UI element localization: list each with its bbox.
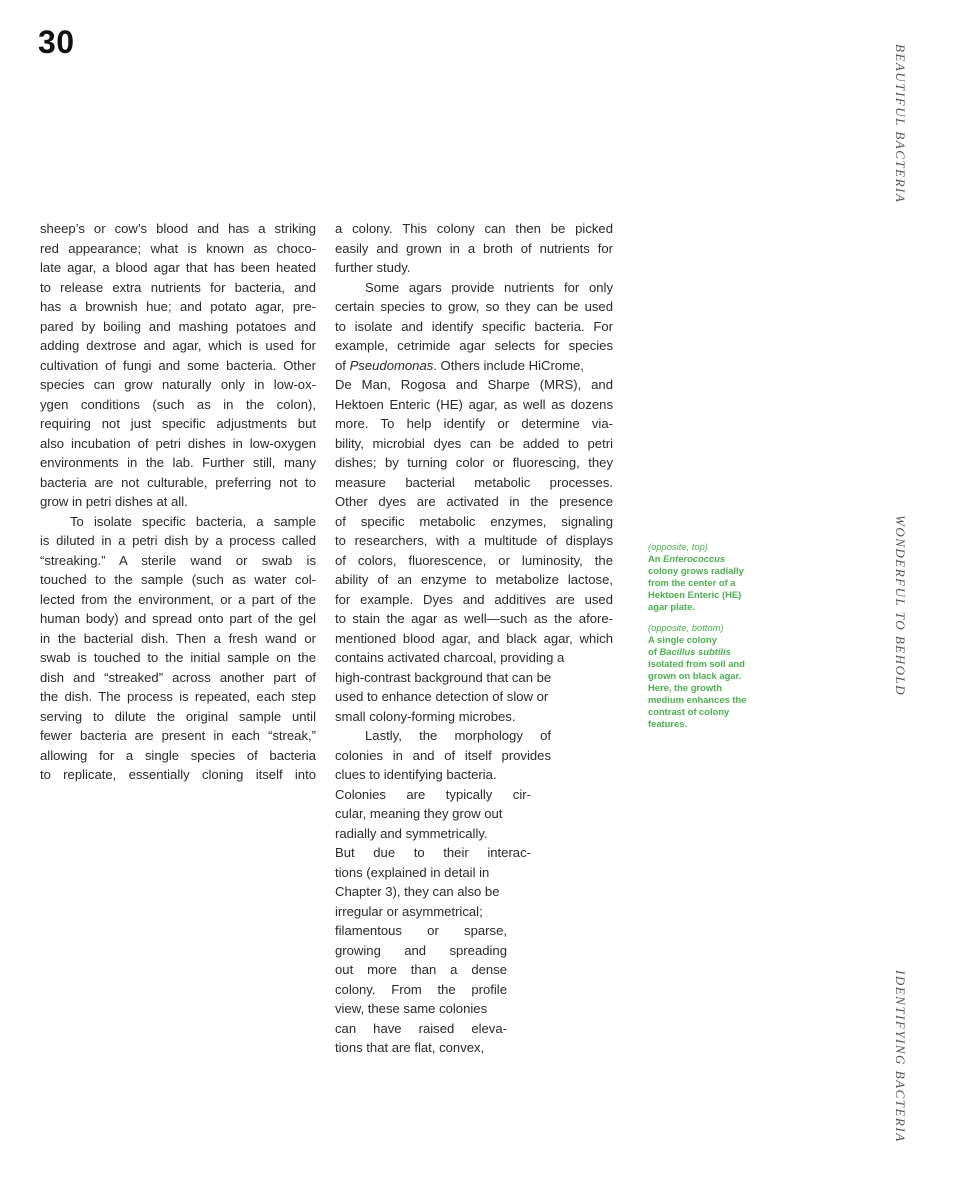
- text-line: cultivation of fungi and some bacteria. Other: [40, 357, 316, 373]
- text-fragment: . Others include HiCrome,: [433, 357, 584, 373]
- text-line: fewer bacteria are present in each “streak,”: [40, 728, 316, 743]
- text-line: used to enhance detection of slow or: [335, 689, 549, 704]
- caption-text-top: [648, 553, 768, 613]
- text-line: bility, microbial dyes can be added to petri: [335, 435, 613, 451]
- running-header-book-title: BEAUTIFUL BACTERIA: [893, 44, 908, 204]
- caption-line: of: [648, 646, 657, 658]
- text-line: colony. From the profile: [335, 981, 507, 997]
- text-line: colonies in and of itself provides: [335, 747, 551, 763]
- text-line: allowing for a single species of bacteria: [40, 747, 316, 763]
- text-line: to isolate and identify specific bacteria. For: [335, 318, 613, 334]
- text-line: view, these same colonies: [335, 1001, 488, 1016]
- text-line: certain species to grow, so they can be used: [335, 299, 613, 314]
- text-line: clues to identifying bacteria.: [335, 767, 497, 782]
- text-line: touched to the sample (such as water col-: [40, 572, 316, 587]
- text-line: De Man, Rogosa and Sharpe (MRS), and: [335, 377, 613, 392]
- body-text-middle-column: [335, 219, 613, 1058]
- text-line: tions that are flat, convex,: [335, 1040, 485, 1055]
- text-line: more. To help identify or determine via-: [335, 416, 613, 431]
- text-line: Some agars provide nutrients for only: [365, 279, 613, 295]
- text-line: tions (explained in detail in: [335, 864, 490, 880]
- body-text-left-column: [40, 219, 316, 785]
- text-line: contains activated charcoal, providing a: [335, 650, 565, 665]
- caption-line: A single colony: [648, 634, 717, 646]
- text-line: out more than a dense: [335, 962, 507, 977]
- text-line: But due to their interac-: [335, 845, 531, 860]
- species-name-pseudomonas: Pseudomonas: [349, 357, 434, 373]
- text-line: Other dyes are activated in the presence: [335, 494, 613, 509]
- caption-line: Hektoen Enteric (HE): [648, 588, 742, 600]
- text-line: is diluted in a petri dish by a process called: [40, 533, 316, 548]
- caption-text-bottom: [648, 634, 768, 729]
- caption-line: An: [648, 552, 661, 564]
- species-name-bacillus-subtilis: Bacillus subtilis: [659, 646, 731, 658]
- text-line: human body) and spread onto part of the gel: [40, 611, 316, 626]
- text-line: red appearance; what is known as choco-: [40, 240, 316, 256]
- text-line: small colony-forming microbes.: [335, 708, 516, 724]
- text-line: measure bacterial metabolic processes.: [335, 474, 613, 490]
- caption-line: colony grows radially: [648, 564, 744, 576]
- text-line: To isolate specific bacteria, a sample: [70, 513, 316, 529]
- text-line: irregular or asymmetrical;: [335, 903, 483, 919]
- text-line: ygen conditions (such as in the colon),: [40, 396, 316, 412]
- text-line: dishes; by turning color or fluorescing, they: [335, 455, 613, 470]
- text-line: cular, meaning they grow out: [335, 806, 503, 821]
- text-line: a colony. This colony can then be picked: [335, 221, 613, 236]
- text-line: dish and “streaked” across another part of: [40, 669, 316, 685]
- caption-line: Here, the growth: [648, 681, 722, 693]
- text-fragment: of: [335, 357, 346, 373]
- text-line: late agar, a blood agar that has been heated: [40, 260, 316, 275]
- page-number: 30: [38, 24, 75, 60]
- photo-captions: [648, 541, 768, 730]
- text-line: radially and symmetrically.: [335, 825, 488, 841]
- caption-line: from the center of a: [648, 576, 736, 588]
- text-line: adding dextrose and agar, which is used for: [40, 338, 316, 353]
- text-line: to replicate, essentially cloning itself into: [40, 767, 316, 782]
- caption-line: features.: [648, 717, 688, 729]
- text-line: Chapter 3), they can also be: [335, 884, 500, 899]
- text-line: further study.: [335, 260, 411, 275]
- text-line: has a brownish hue; and potato agar, pre-: [40, 299, 316, 314]
- caption-label-top: (opposite, top): [648, 541, 708, 552]
- text-line: mentioned blood agar, and black agar, which: [335, 630, 613, 646]
- text-line: easily and grown in a broth of nutrients for: [335, 240, 613, 256]
- text-line: Lastly, the morphology of: [365, 728, 551, 743]
- caption-line: isolated from soil and: [648, 658, 745, 670]
- text-line: to release extra nutrients for bacteria, and: [40, 279, 316, 295]
- text-line: for example. Dyes and additives are used: [335, 591, 613, 607]
- text-line: can have raised eleva-: [335, 1020, 507, 1036]
- text-line: high-contrast background that can be: [335, 669, 552, 685]
- caption-line: medium enhances the: [648, 693, 747, 705]
- text-line: of specific metabolic enzymes, signaling: [335, 513, 613, 529]
- text-line: to researchers, with a multitude of displays: [335, 533, 613, 548]
- text-line: serving to dilute the original sample until: [40, 708, 316, 724]
- text-line: also incubation of petri dishes in low-oxygen: [40, 435, 316, 451]
- text-line: grow in petri dishes at all.: [40, 494, 188, 509]
- text-line: filamentous or sparse,: [335, 923, 507, 938]
- text-line: environments in the lab. Further still, many: [40, 455, 316, 470]
- text-line: bacteria are not culturable, preferring not to: [40, 474, 316, 490]
- caption-line: grown on black agar.: [648, 670, 742, 682]
- caption-line: agar plate.: [648, 600, 695, 612]
- text-line: the dish. The process is repeated, each step: [40, 689, 316, 704]
- text-line: requiring not just specific adjustments but: [40, 416, 316, 431]
- caption-line: contrast of colony: [648, 705, 730, 717]
- text-line: example, cetrimide agar selects for species: [335, 338, 613, 353]
- text-line: ability of an enzyme to metabolize lactose,: [335, 572, 613, 587]
- text-line: Hektoen Enteric (HE) agar, as well as dozens: [335, 396, 613, 412]
- text-line: sheep’s or cow’s blood and has a striking: [40, 221, 316, 236]
- text-line: swab is touched to the initial sample on the: [40, 650, 316, 665]
- text-line: [335, 356, 613, 376]
- text-line: species can grow naturally only in low-ox-: [40, 377, 316, 392]
- running-header-chapter-title: IDENTIFYING BACTERIA: [893, 970, 908, 1143]
- text-line: “streaking.” A sterile wand or swab is: [40, 552, 316, 568]
- running-header-part-title: WONDERFUL TO BEHOLD: [893, 515, 908, 697]
- text-line: of colors, fluorescence, or luminosity, the: [335, 552, 613, 568]
- text-line: growing and spreading: [335, 942, 507, 958]
- text-line: to stain the agar as well—such as the afore-: [335, 611, 613, 626]
- text-line: Colonies are typically cir-: [335, 786, 531, 802]
- species-name-enterococcus: Enterococcus: [663, 552, 726, 564]
- text-line: lected from the environment, or a part of the: [40, 591, 316, 607]
- text-line: pared by boiling and mashing potatoes and: [40, 318, 316, 334]
- caption-label-bottom: (opposite, bottom): [648, 622, 724, 634]
- text-line: in the bacterial dish. Then a fresh wand or: [40, 630, 316, 646]
